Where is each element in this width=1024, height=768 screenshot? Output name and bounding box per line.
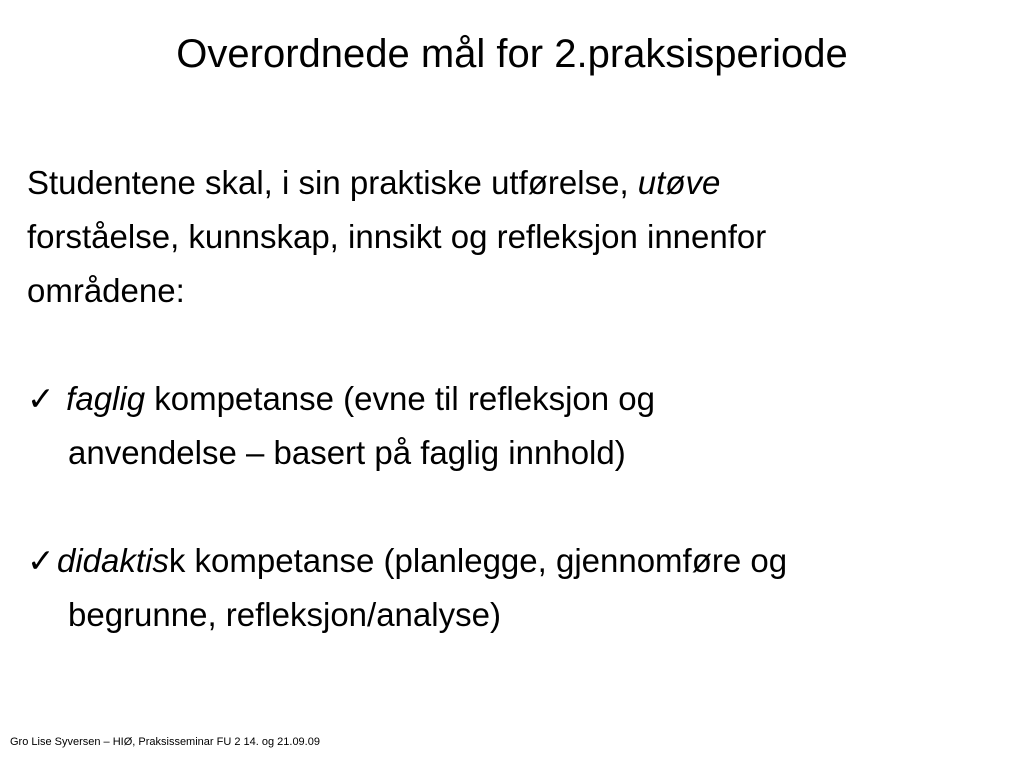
checkmark-icon: ✓ bbox=[27, 380, 55, 417]
bullet-faglig-line-2: anvendelse – basert på faglig innhold) bbox=[68, 434, 626, 471]
bullet-faglig-text: kompetanse (evne til refleksjon og bbox=[145, 380, 655, 417]
intro-line-1 bbox=[27, 156, 997, 210]
bullet-faglig-italic: faglig bbox=[66, 380, 146, 417]
bullet-faglig bbox=[27, 372, 997, 480]
slide-body bbox=[27, 156, 997, 642]
bullet-didaktisk bbox=[27, 534, 997, 642]
spacer bbox=[27, 318, 997, 372]
intro-line-2: forståelse, kunnskap, innsikt og refleksjon innenfor bbox=[27, 218, 767, 255]
checkmark-icon: ✓ bbox=[27, 542, 55, 579]
bullet-didaktisk-line-1 bbox=[27, 534, 997, 588]
intro-line-3: områdene: bbox=[27, 272, 185, 309]
bullet-didaktisk-line-2: begrunne, refleksjon/analyse) bbox=[68, 596, 501, 633]
intro-italic-word: utøve bbox=[637, 164, 721, 201]
spacer bbox=[27, 480, 997, 534]
bullet-faglig-line-1 bbox=[27, 372, 997, 426]
slide-title: Overordnede mål for 2.praksisperiode bbox=[176, 32, 848, 76]
slide-footer: Gro Lise Syversen – HIØ, Praksisseminar FU 2 14. og 21.09.09 bbox=[10, 736, 320, 748]
intro-line-1-text: Studentene skal, i sin praktiske utførelse, bbox=[27, 164, 638, 201]
bullet-didaktisk-italic: didaktis bbox=[57, 542, 169, 579]
bullet-didaktisk-text: k kompetanse (planlegge, gjennomføre og bbox=[168, 542, 788, 579]
intro-paragraph bbox=[27, 156, 997, 318]
